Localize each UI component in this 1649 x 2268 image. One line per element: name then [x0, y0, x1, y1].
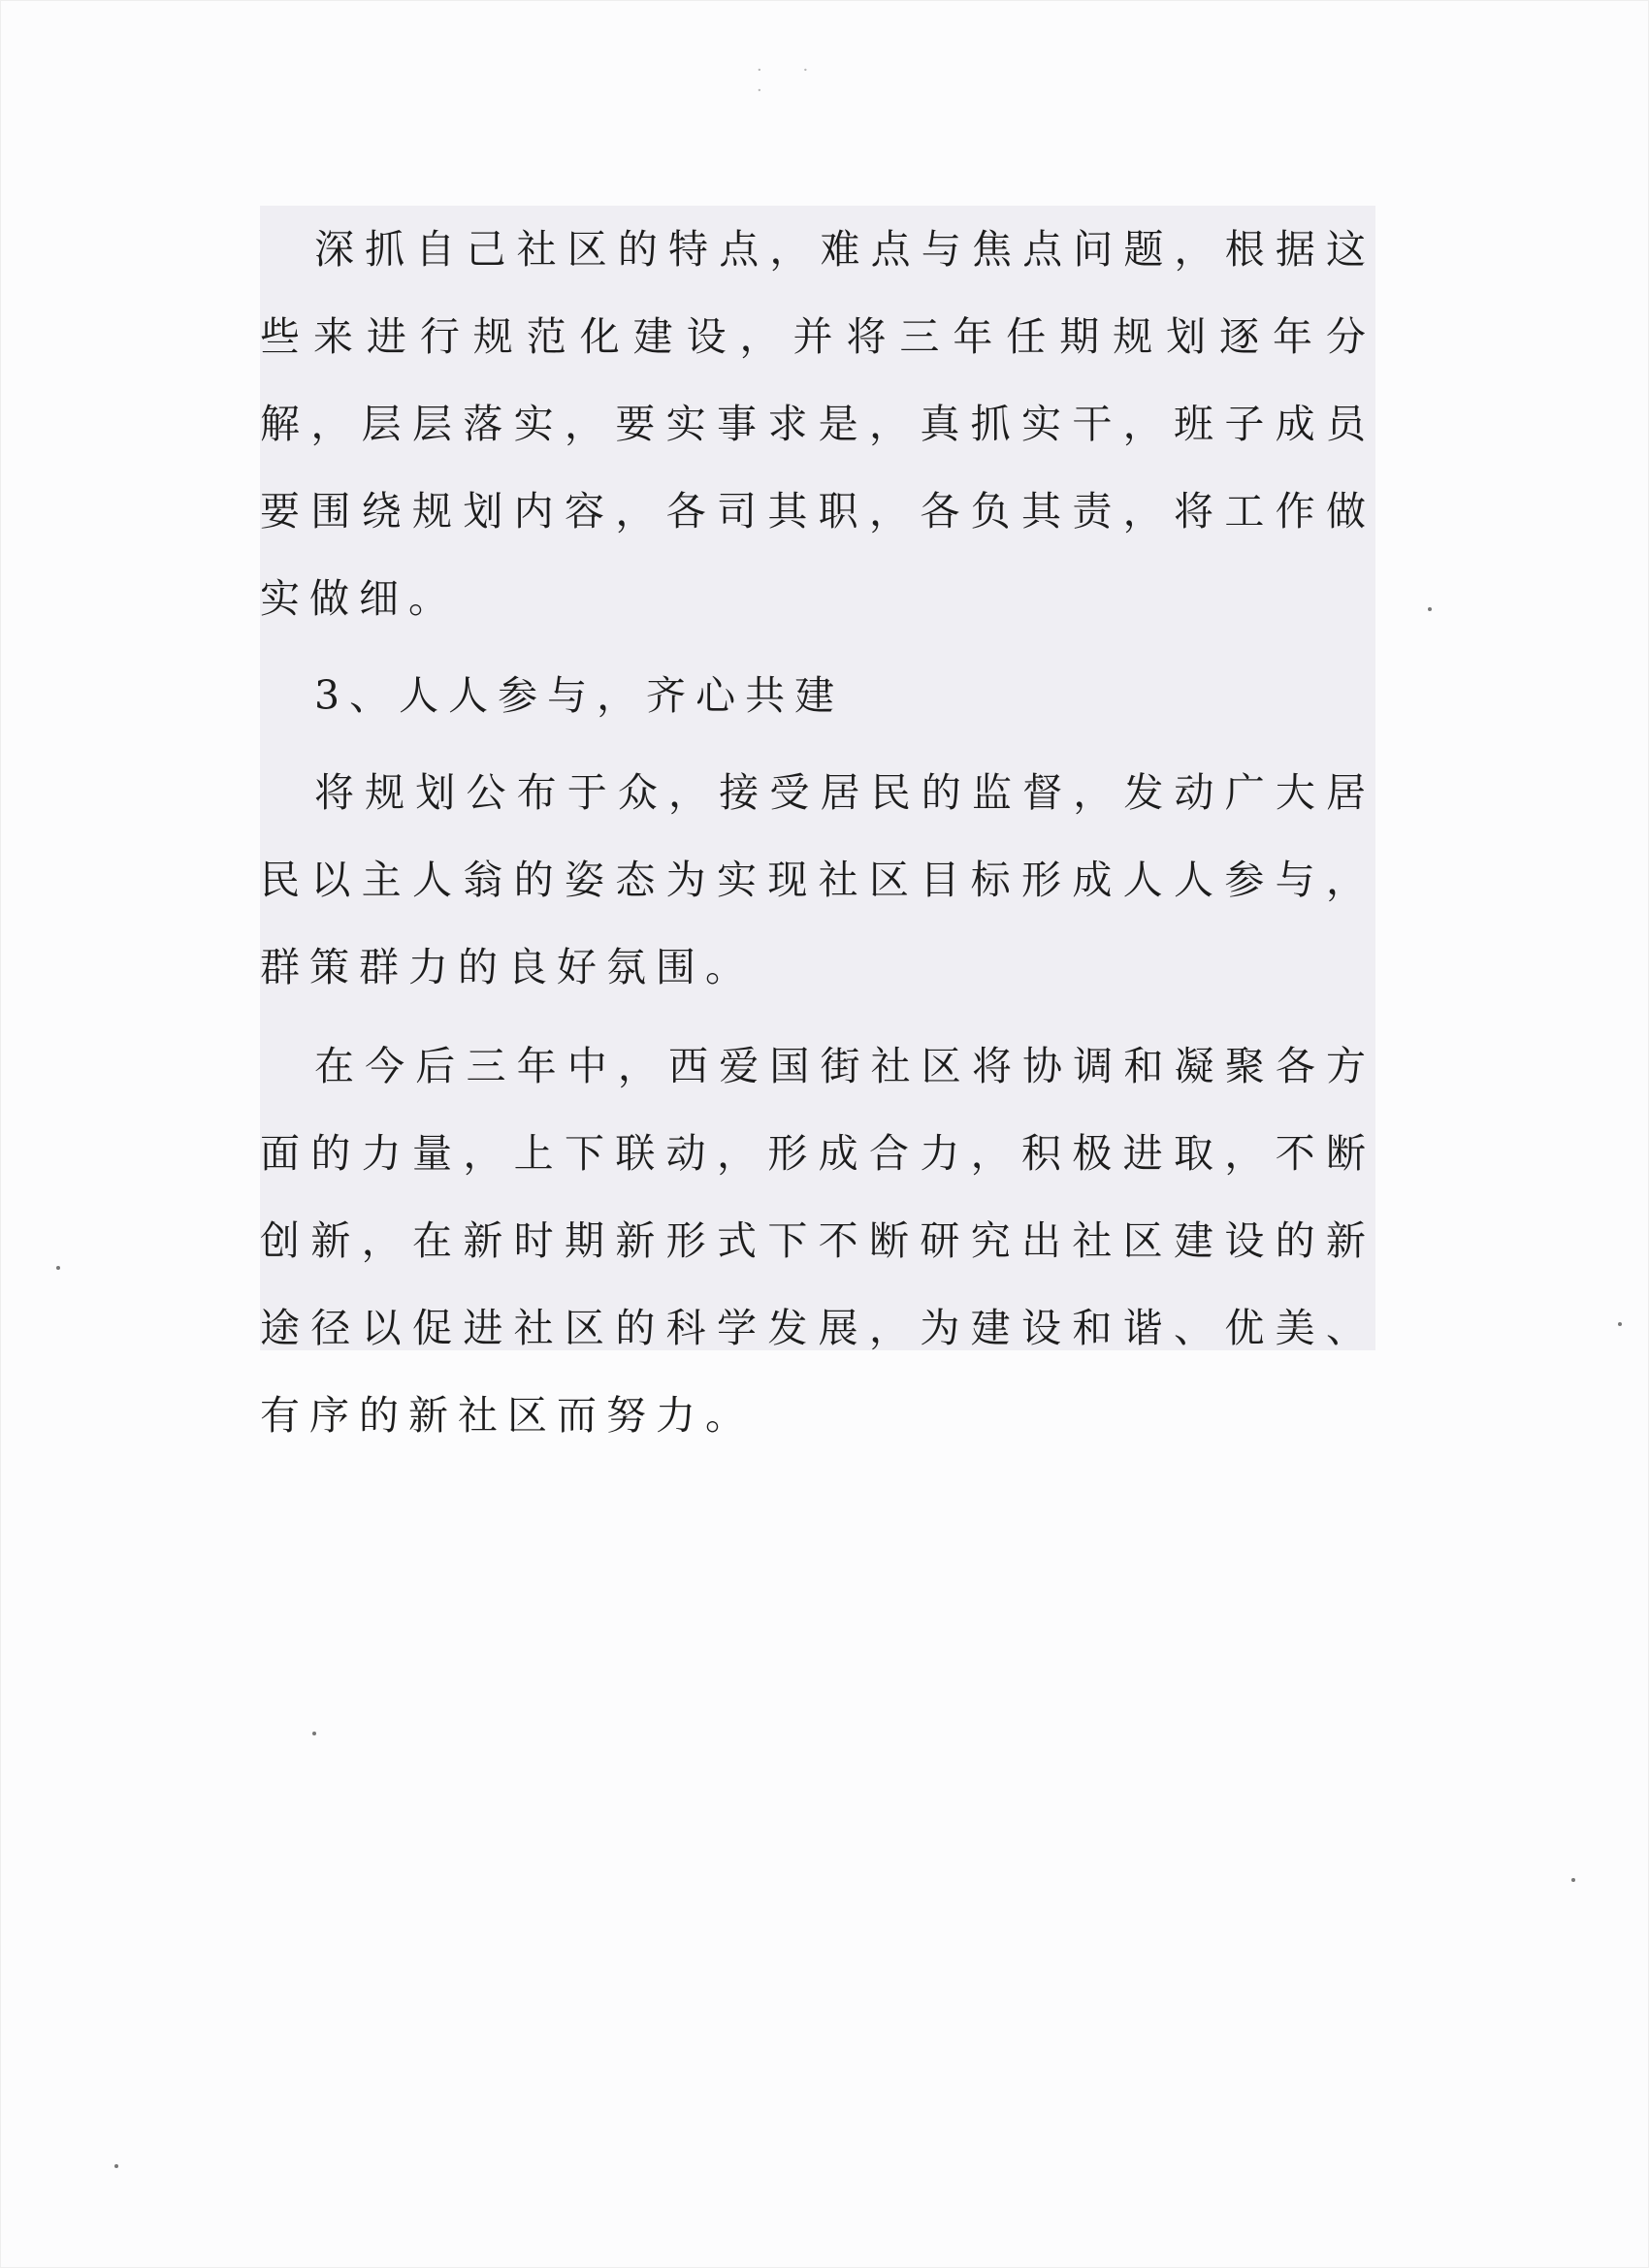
scan-artifact: · · ·: [757, 60, 826, 101]
scan-speck: [114, 2164, 118, 2168]
paragraph-public-supervision: 将规划公布于众，接受居民的监督，发动广大居民以主人翁的姿态为实现社区目标形成人人参与，群策群力的良好氛围。: [260, 769, 1375, 990]
scan-speck: [312, 1732, 316, 1735]
document-body: [260, 206, 1375, 1459]
scan-speck: [1571, 1878, 1575, 1882]
scan-speck: [56, 1266, 60, 1270]
paragraph-conclusion: 在今后三年中，西爱国街社区将协调和凝聚各方面的力量，上下联动，形成合力，积极进取，不断创新，在新时期新形式下不断研究出社区建设的新途径以促进社区的科学发展，为建设和谐、优美、有序的新社区而努力。: [260, 1043, 1375, 1439]
paragraph-implementation: 深抓自己社区的特点，难点与焦点问题，根据这些来进行规范化建设，并将三年任期规划逐年分解，层层落实，要实事求是，真抓实干，班子成员要围绕规划内容，各司其职，各负其责，将工作做实做细。: [260, 226, 1375, 622]
scan-speck: [1618, 1322, 1622, 1326]
scan-speck: [1428, 607, 1432, 611]
section-heading-participation: 3、人人参与，齐心共建: [314, 672, 845, 719]
